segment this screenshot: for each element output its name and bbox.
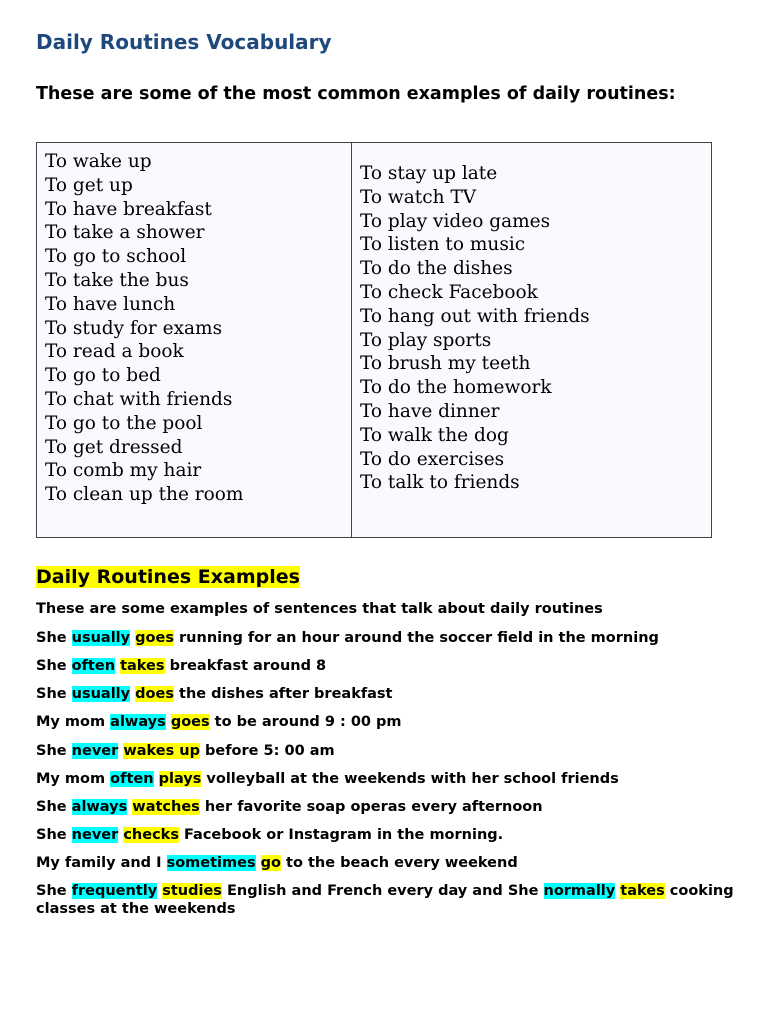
- frequency-adverb-highlight: never: [71, 827, 119, 844]
- frequency-adverb-highlight: never: [71, 742, 119, 759]
- sentence-text: running for an hour around the soccer field in the morning: [173, 629, 659, 646]
- vocabulary-item: To have dinner: [360, 400, 500, 422]
- vocabulary-item: To wake up: [45, 151, 152, 172]
- example-sentence: [36, 714, 736, 732]
- vocabulary-item: To read a book: [45, 341, 184, 363]
- sentence-text: She: [36, 686, 72, 703]
- frequency-adverb-highlight: usually: [71, 629, 131, 646]
- example-sentence: [36, 658, 736, 676]
- examples-heading-text: Daily Routines Examples: [36, 566, 300, 588]
- vocabulary-item: To take a shower: [45, 222, 205, 244]
- vocabulary-table: [36, 142, 712, 538]
- vocabulary-column-left: [37, 143, 352, 537]
- example-sentence: [36, 686, 736, 704]
- vocabulary-item: To get up: [45, 174, 133, 196]
- examples-section: [36, 601, 736, 929]
- frequency-adverb-highlight: often: [71, 657, 116, 674]
- sentence-text: cooking classes at the weekends: [36, 883, 734, 918]
- vocabulary-item: To have lunch: [45, 293, 176, 315]
- vocabulary-item: To have breakfast: [45, 198, 212, 220]
- vocabulary-item: To go to bed: [45, 365, 161, 387]
- sentence-text: [256, 855, 261, 871]
- verb-highlight: takes: [120, 657, 165, 674]
- frequency-adverb-highlight: frequently: [71, 883, 158, 900]
- verb-highlight: watches: [132, 798, 200, 815]
- vocabulary-item: To do the dishes: [360, 258, 513, 280]
- vocabulary-item: To watch TV: [360, 186, 477, 208]
- verb-highlight: studies: [162, 883, 222, 900]
- vocabulary-item: To listen to music: [360, 234, 526, 256]
- vocabulary-item: To brush my teeth: [360, 353, 531, 375]
- vocabulary-item: To go to school: [45, 246, 187, 268]
- vocabulary-item: To stay up late: [360, 163, 498, 184]
- sentence-text: My mom: [36, 714, 111, 731]
- sentence-text: volleyball at the weekends with her school friends: [201, 770, 619, 787]
- vocabulary-item: To talk to friends: [360, 472, 520, 494]
- vocabulary-item: To do exercises: [360, 448, 505, 470]
- example-sentence: [36, 630, 736, 648]
- sentence-text: her favorite soap operas every afternoon: [199, 798, 543, 815]
- intro-text: These are some of the most common examples of daily routines:: [36, 84, 676, 104]
- sentence-text: She: [36, 798, 72, 815]
- sentence-text: English and French every day and She: [221, 883, 544, 900]
- vocabulary-item: To check Facebook: [360, 281, 538, 303]
- verb-highlight: wakes up: [123, 742, 200, 759]
- sentence-text: She: [36, 827, 72, 844]
- frequency-adverb-highlight: sometimes: [166, 855, 256, 872]
- verb-highlight: plays: [158, 770, 202, 787]
- verb-highlight: go: [260, 855, 281, 872]
- example-sentence: [36, 799, 736, 817]
- verb-highlight: takes: [620, 883, 665, 900]
- sentence-text: breakfast around 8: [164, 657, 327, 674]
- examples-intro: These are some examples of sentences that talk about daily routines: [36, 601, 603, 617]
- example-sentence: [36, 827, 736, 845]
- sentence-text: to be around 9 : 00 pm: [209, 714, 402, 731]
- vocabulary-item: To hang out with friends: [360, 305, 590, 327]
- vocabulary-list-right: [360, 162, 711, 495]
- frequency-adverb-highlight: often: [110, 770, 154, 787]
- sentence-text: before 5: 00 am: [199, 742, 335, 759]
- sentence-text: My mom: [36, 770, 111, 787]
- vocabulary-item: To take the bus: [45, 269, 189, 291]
- sentence-text: to the beach every weekend: [280, 855, 518, 872]
- vocabulary-item: To clean up the room: [45, 484, 244, 506]
- vocabulary-item: To comb my hair: [45, 460, 202, 482]
- sentence-text: She: [36, 742, 72, 759]
- verb-highlight: goes: [170, 714, 210, 731]
- vocabulary-item: To get dressed: [45, 436, 183, 458]
- vocabulary-item: To chat with friends: [45, 388, 233, 410]
- verb-highlight: goes: [135, 629, 174, 646]
- frequency-adverb-highlight: always: [71, 798, 128, 815]
- sentence-text: She: [36, 657, 72, 674]
- example-sentence: [36, 855, 736, 873]
- vocabulary-item: To study for exams: [45, 317, 223, 339]
- vocabulary-item: To do the homework: [360, 377, 552, 399]
- verb-highlight: checks: [123, 827, 179, 844]
- page-title: Daily Routines Vocabulary: [36, 30, 332, 54]
- verb-highlight: does: [135, 686, 174, 703]
- sentence-text: She: [36, 883, 72, 900]
- frequency-adverb-highlight: normally: [543, 883, 616, 900]
- frequency-adverb-highlight: always: [110, 714, 166, 731]
- vocabulary-column-right: [352, 143, 711, 537]
- vocabulary-item: To go to the pool: [45, 412, 203, 434]
- sentence-text: Facebook or Instagram in the morning.: [178, 827, 504, 844]
- sentence-text: She: [36, 629, 72, 646]
- vocabulary-item: To play sports: [360, 329, 492, 351]
- sentence-text: the dishes after breakfast: [173, 686, 393, 703]
- example-sentence: [36, 883, 736, 919]
- example-sentence: [36, 771, 736, 789]
- vocabulary-item: To walk the dog: [360, 424, 509, 446]
- frequency-adverb-highlight: usually: [71, 686, 131, 703]
- sentence-text: My family and I: [36, 855, 167, 872]
- vocabulary-list-left: [45, 150, 351, 507]
- vocabulary-item: To play video games: [360, 210, 551, 232]
- sentence-text: [154, 771, 159, 787]
- example-sentence: [36, 743, 736, 761]
- examples-heading: [36, 566, 300, 588]
